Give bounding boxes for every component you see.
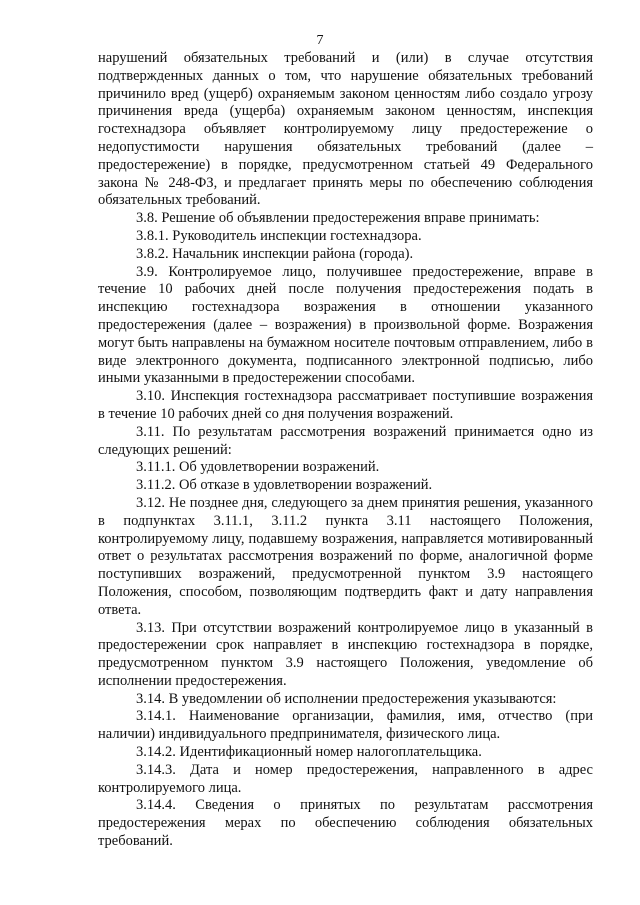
paragraph-3-10: 3.10. Инспекция гостехнадзора рассматривает поступившие возражения в течение 10 рабочих дней со дня получения возражений. [98,388,593,422]
paragraph-3-11-2: 3.11.2. Об отказе в удовлетворении возражений. [136,477,433,494]
paragraph-3-11-1: 3.11.1. Об удовлетворении возражений. [136,459,380,476]
paragraph-continuation: нарушений обязательных требований и (или) в случае отсутствия подтвержденных данных о том, что нарушение обязательных требований причинило вред (ущерб) охраняемым законом ценностям либо создало угрозу причинения вреда (ущерба) охраняемым законом ценностям, инспекция гостехнадзора объявляет контролируемому лицу предостережение о недопустимости нарушения обязательных требований (далее – предостережение) в порядке, предусмотренном статьей 49 Федерального закона № 248-ФЗ, и предлагает принять меры по обеспечению соблюдения обязательных требований. [98,50,593,209]
paragraph-3-13: 3.13. При отсутствии возражений контролируемое лицо в указанный в предостережении срок направляет в инспекцию гостехнадзора в порядке, предусмотренном пунктом 3.9 настоящего Положения, уведомление об исполнении предостережения. [98,619,593,689]
paragraph-3-8: 3.8. Решение об объявлении предостережения вправе принимать: [136,210,540,227]
paragraph-3-8-1: 3.8.1. Руководитель инспекции гостехнадзора. [136,227,422,244]
paragraph-3-14-3: 3.14.3. Дата и номер предостережения, направленного в адрес контролируемого лица. [98,761,593,796]
paragraph-3-14-4: 3.14.4. Сведения о принятых по результатам рассмотрения предостережения мерах по обеспечению соблюдения обязательных требований. [98,797,593,850]
paragraph-3-11: 3.11. По результатам рассмотрения возражений принимается одно из следующих решений: [98,423,593,458]
paragraph-3-14-1: 3.14.1. Наименование организации, фамилия, имя, отчество (при наличии) индивидуального предпринимателя, физического лица. [98,708,593,743]
page-number: 7 [316,33,324,48]
paragraph-3-8-2: 3.8.2. Начальник инспекции района (города). [136,245,414,262]
document-body [98,50,593,851]
paragraph-3-14: 3.14. В уведомлении об исполнении предостережения указываются: [136,690,557,707]
paragraph-3-12: 3.12. Не позднее дня, следующего за днем принятия решения, указанного в подпунктах 3.11.1, 3.11.2 пункта 3.11 настоящего Положения, контролируемому лицу, подавшему возражения, направляется мотивированный ответ о результатах рассмотрения возражений по форме, аналогичной форме поступивших возражений, предусмотренной пунктом 3.9 настоящего Положения, способом, позволяющим подтвердить факт и дату направления ответа. [98,494,593,618]
paragraph-3-9: 3.9. Контролируемое лицо, получившее предостережение, вправе в течение 10 рабочих дней после получения предостережения подать в инспекцию гостехнадзора возражения в отношении указанного предостережения (далее – возражения) в произвольной форме. Возражения могут быть направлены на бумажном носителе почтовым отправлением, либо в виде электронного документа, подписанного электронной подписью, либо иными указанными в предостережении способами. [98,263,593,387]
paragraph-3-14-2: 3.14.2. Идентификационный номер налогоплательщика. [136,744,482,761]
